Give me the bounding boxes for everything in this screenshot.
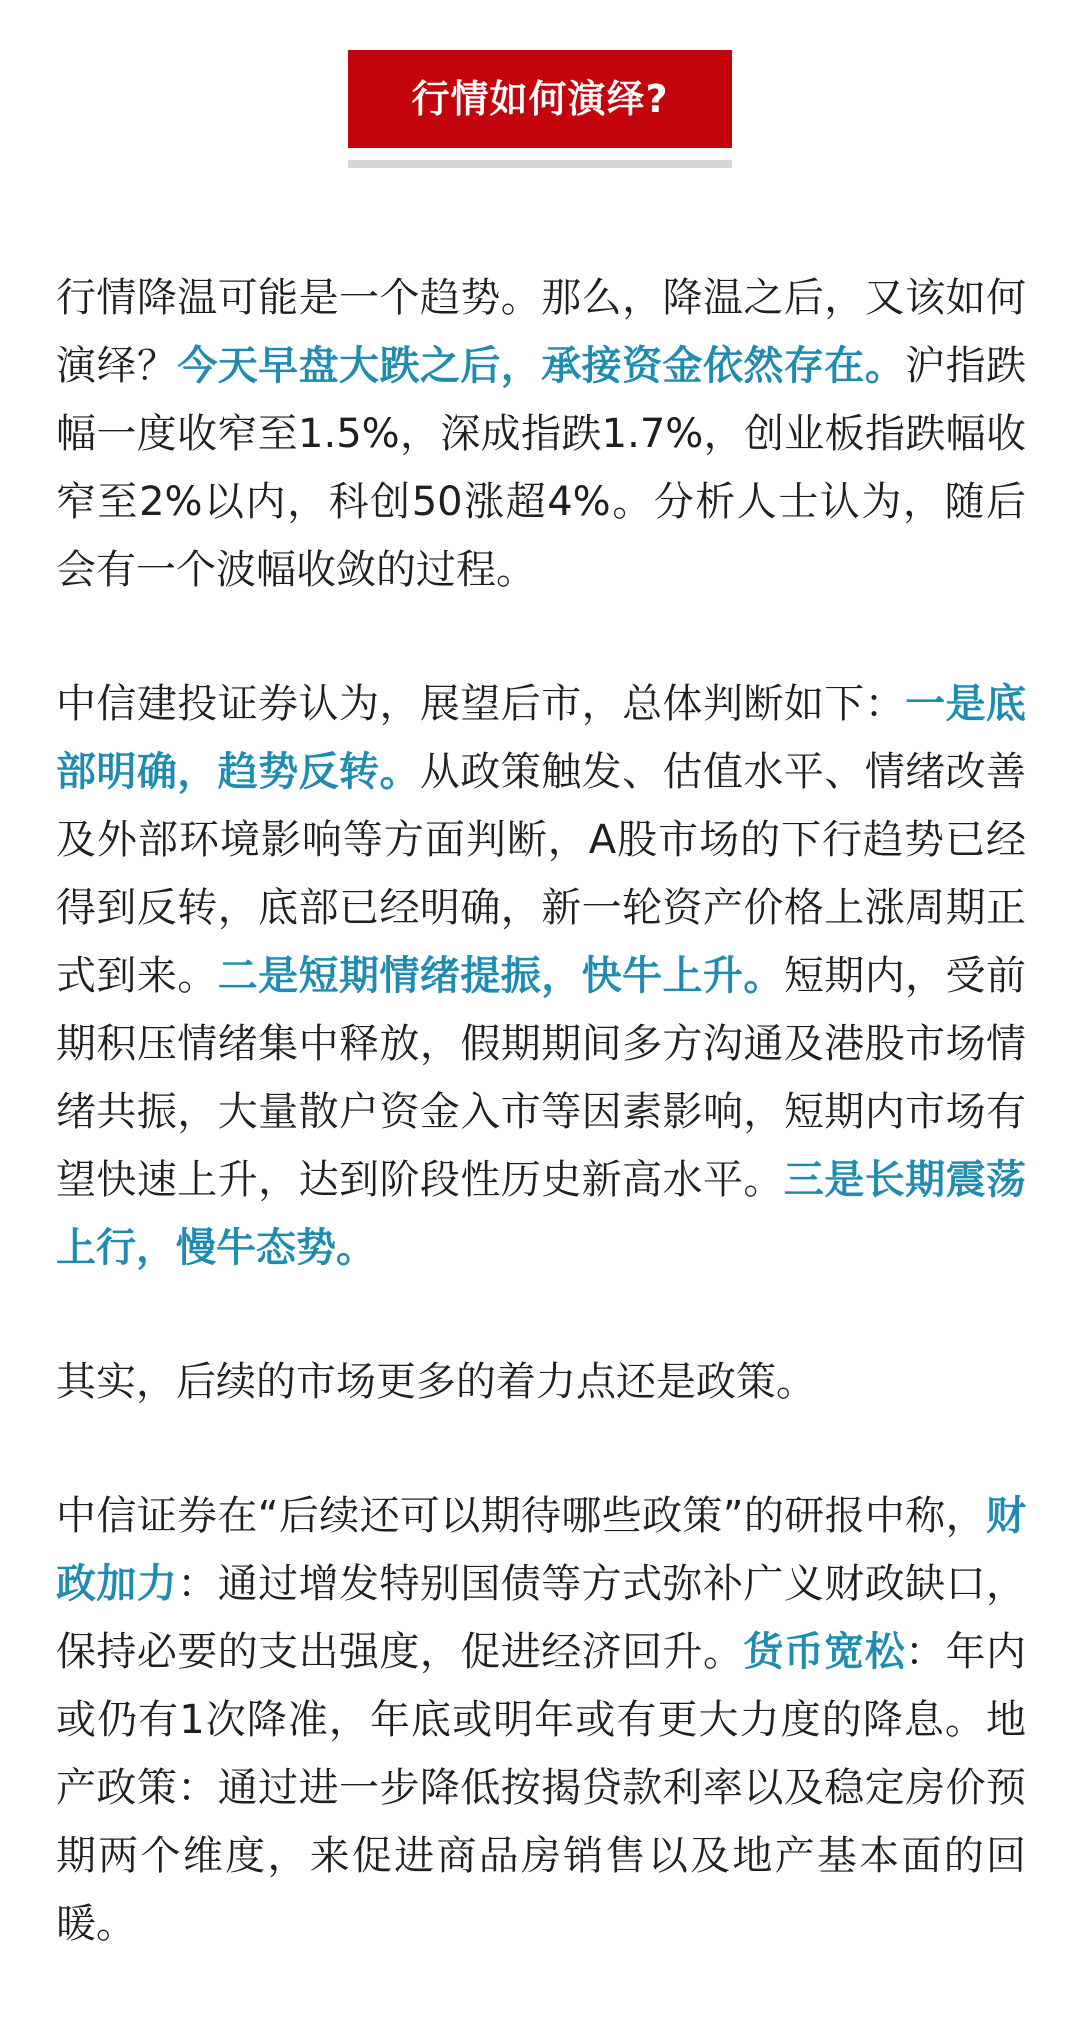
paragraph-4	[56, 1482, 1026, 1958]
paragraph-text: 行情降温可能是一个趋势。那么，降温之后，又该如何演绎？	[56, 275, 1026, 389]
section-heading	[348, 50, 732, 168]
section-heading-title: 行情如何演绎?	[348, 50, 732, 148]
paragraph-text: 中信证券在“后续还可以期待哪些政策”的研报中称，	[56, 1493, 986, 1539]
paragraph-3	[56, 1348, 1026, 1416]
highlight-text: 一是底部明确，趋势反转。	[56, 681, 1027, 795]
highlight-text: 今天早盘大跌之后，承接资金依然存在。	[177, 343, 906, 389]
highlight-text: 货币宽松	[743, 1629, 906, 1675]
paragraph-text: 其实，后续的市场更多的着力点还是政策。	[56, 1359, 816, 1405]
highlight-text: 财政加力	[56, 1493, 1026, 1607]
highlight-text: 二是短期情绪提振，快牛上升。	[217, 953, 784, 999]
paragraph-text: 中信建投证券认为，展望后市，总体判断如下：	[56, 681, 906, 727]
article-body	[56, 264, 1026, 2024]
highlight-text: 三是长期震荡上行，慢牛态势。	[56, 1157, 1027, 1271]
paragraph-text: ：年内或仍有1次降准，年底或明年或有更大力度的降息。地产政策：通过进一步降低按揭贷款利率以及稳定房价预期两个维度，来促进商品房销售以及地产基本面的回暖。	[56, 1629, 1027, 1947]
paragraph-1	[56, 264, 1026, 604]
section-heading-underline	[348, 160, 732, 168]
paragraph-text: 从政策触发、估值水平、情绪改善及外部环境影响等方面判断，A股市场的下行趋势已经得到反转，底部已经明确，新一轮资产价格上涨周期正式到来。	[56, 749, 1027, 999]
paragraph-text: 沪指跌幅一度收窄至1.5%，深成指跌1.7%，创业板指跌幅收窄至2%以内，科创50涨超4%。分析人士认为，随后会有一个波幅收敛的过程。	[56, 343, 1027, 593]
paragraph-text: 短期内，受前期积压情绪集中释放，假期期间多方沟通及港股市场情绪共振，大量散户资金入市等因素影响，短期内市场有望快速上升，达到阶段性历史新高水平。	[56, 953, 1027, 1203]
paragraph-2	[56, 670, 1026, 1282]
paragraph-text: ：通过增发特别国债等方式弥补广义财政缺口，保持必要的支出强度，促进经济回升。	[56, 1561, 1027, 1675]
